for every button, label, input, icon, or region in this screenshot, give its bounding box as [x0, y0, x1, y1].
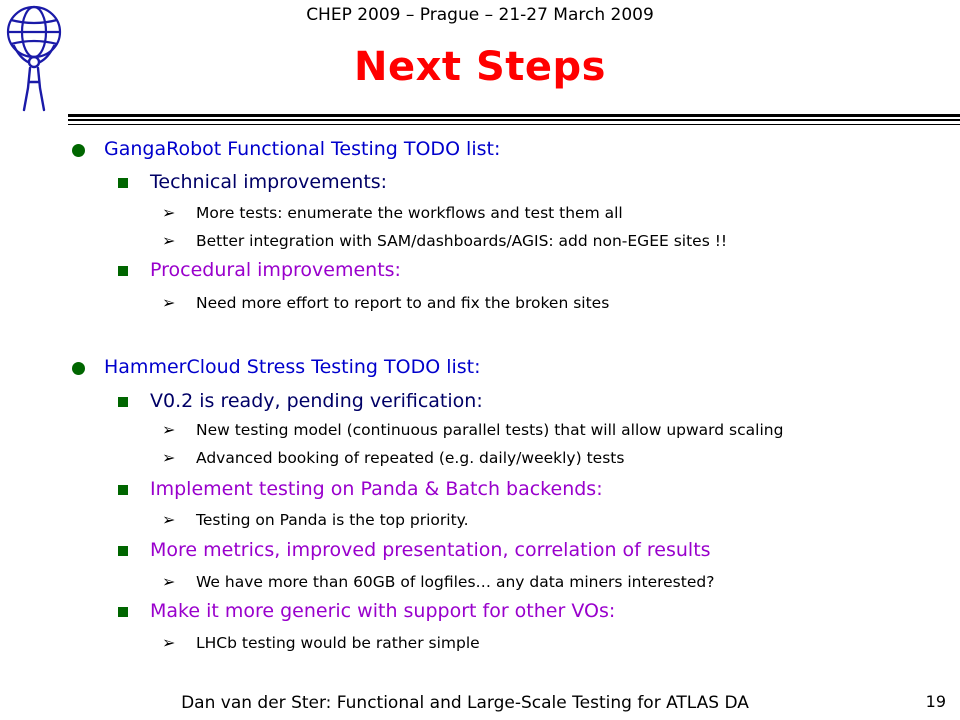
sub-bullet-item: We have more than 60GB of logfiles… any data miners interested? [196, 573, 715, 591]
square-bullet-icon [118, 607, 128, 617]
bullet-item: Make it more generic with support for other VOs: [150, 600, 616, 622]
round-bullet-icon [72, 144, 85, 157]
arrowhead-bullet-icon: ➢ [162, 293, 176, 312]
slide-title: Next Steps [354, 44, 606, 90]
bullet-item: V0.2 is ready, pending verification: [150, 390, 483, 412]
bullet-item: More metrics, improved presentation, correlation of results [150, 539, 711, 561]
square-bullet-icon [118, 397, 128, 407]
sub-bullet-item: New testing model (continuous parallel tests) that will allow upward scaling [196, 421, 784, 439]
arrowhead-bullet-icon: ➢ [162, 633, 176, 652]
square-bullet-icon [118, 546, 128, 556]
bullet-item: Implement testing on Panda & Batch backends: [150, 478, 603, 500]
arrowhead-bullet-icon: ➢ [162, 510, 176, 529]
sub-bullet-item: Testing on Panda is the top priority. [196, 511, 469, 529]
sub-bullet-item: More tests: enumerate the workflows and test them all [196, 204, 623, 222]
arrowhead-bullet-icon: ➢ [162, 231, 176, 250]
section-heading: GangaRobot Functional Testing TODO list: [104, 138, 501, 160]
arrowhead-bullet-icon: ➢ [162, 420, 176, 439]
sub-bullet-item: LHCb testing would be rather simple [196, 634, 480, 652]
arrowhead-bullet-icon: ➢ [162, 572, 176, 591]
square-bullet-icon [118, 485, 128, 495]
square-bullet-icon [118, 178, 128, 188]
square-bullet-icon [118, 266, 128, 276]
sub-bullet-item: Advanced booking of repeated (e.g. daily/weekly) tests [196, 449, 625, 467]
section-heading: HammerCloud Stress Testing TODO list: [104, 356, 481, 378]
footer-text: Dan van der Ster: Functional and Large-Scale Testing for ATLAS DA [181, 693, 749, 713]
conference-header: CHEP 2009 – Prague – 21-27 March 2009 [306, 5, 654, 25]
bullet-item: Procedural improvements: [150, 259, 401, 281]
arrowhead-bullet-icon: ➢ [162, 203, 176, 222]
arrowhead-bullet-icon: ➢ [162, 448, 176, 467]
bullet-item: Technical improvements: [150, 171, 388, 193]
sub-bullet-item: Better integration with SAM/dashboards/AGIS: add non-EGEE sites !! [196, 232, 728, 250]
round-bullet-icon [72, 362, 85, 375]
page-number: 19 [925, 692, 946, 711]
sub-bullet-item: Need more effort to report to and fix the broken sites [196, 294, 610, 312]
